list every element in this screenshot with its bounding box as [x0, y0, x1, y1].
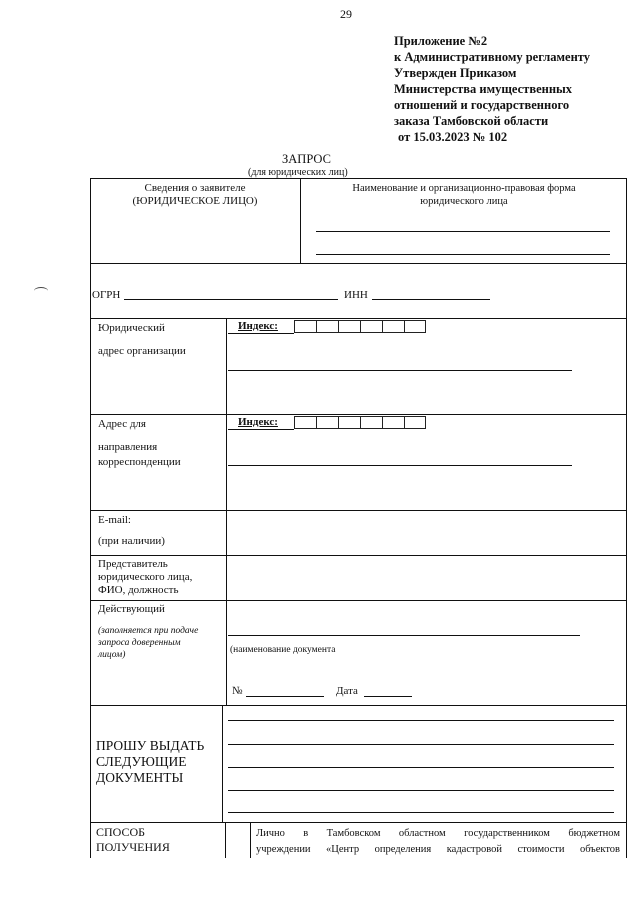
column-divider: [225, 822, 226, 858]
appendix-line: Утвержден Приказом: [394, 66, 517, 80]
appendix-header: [394, 33, 590, 145]
index-cell[interactable]: [404, 416, 426, 429]
index-cell[interactable]: [294, 416, 316, 429]
date-input-line[interactable]: [364, 696, 412, 697]
column-divider: [300, 178, 301, 263]
index-label: Индекс:: [238, 320, 278, 332]
mail-address-line: направления: [98, 441, 158, 453]
request-input-line[interactable]: [228, 812, 614, 813]
representative-line: Представитель: [98, 558, 168, 570]
row-divider: [90, 414, 627, 415]
ogrn-label: ОГРН: [92, 289, 121, 301]
column-divider: [226, 318, 227, 705]
index-cell[interactable]: [404, 320, 426, 333]
number-input-line[interactable]: [246, 696, 324, 697]
request-input-line[interactable]: [228, 767, 614, 768]
appendix-line: Приложение №2: [394, 34, 488, 48]
request-line: ДОКУМЕНТЫ: [96, 770, 184, 785]
acting-note-line: (заполняется при подаче: [98, 626, 199, 636]
acting-note-line: лицом): [98, 650, 126, 660]
request-input-line[interactable]: [228, 720, 614, 721]
table-border-right: [626, 178, 627, 858]
applicant-info-label: [92, 182, 298, 208]
index-cell[interactable]: [294, 320, 316, 333]
mail-address-line: корреспонденции: [98, 456, 181, 468]
legal-address-line: адрес организации: [98, 345, 186, 357]
acting-doc-input-line[interactable]: [228, 635, 580, 636]
applicant-info-line: (ЮРИДИЧЕСКОЕ ЛИЦО): [132, 195, 258, 207]
column-divider: [250, 822, 251, 858]
ogrn-input-line[interactable]: [124, 299, 338, 300]
index-cell[interactable]: [382, 416, 404, 429]
mail-address-input-line[interactable]: [228, 465, 572, 466]
row-divider: [90, 822, 627, 823]
acting-label: Действующий: [98, 603, 165, 615]
applicant-info-line: Сведения о заявителе: [144, 182, 246, 194]
method-option-text: учреждении «Центр определения кадастровой стоимости объектов: [256, 844, 620, 855]
row-divider: [90, 263, 627, 264]
appendix-line: Министерства имущественных: [394, 82, 573, 96]
legal-address-input-line[interactable]: [228, 370, 572, 371]
row-divider: [90, 318, 627, 319]
representative-line: юридического лица,: [98, 571, 193, 583]
row-divider: [90, 178, 627, 179]
form-subtitle: (для юридических лиц): [248, 167, 348, 178]
row-divider: [90, 555, 627, 556]
row-divider: [90, 510, 627, 511]
representative-line: ФИО, должность: [98, 584, 179, 596]
index-cell[interactable]: [338, 416, 360, 429]
scan-mark: [34, 287, 48, 295]
page-number: 29: [340, 7, 352, 21]
email-label: E-mail:: [98, 514, 131, 526]
number-label: №: [232, 685, 243, 697]
index-cell[interactable]: [382, 320, 404, 333]
request-line: СЛЕДУЮЩИЕ: [96, 754, 187, 769]
request-line: ПРОШУ ВЫДАТЬ: [96, 738, 205, 753]
index-underline: [228, 429, 294, 430]
org-name-input-line[interactable]: [316, 231, 610, 232]
org-name-line: юридического лица: [420, 196, 508, 207]
index-underline: [228, 333, 294, 334]
org-name-label: [304, 182, 624, 208]
row-divider: [90, 600, 627, 601]
index-label: Индекс:: [238, 416, 278, 428]
org-name-line: Наименование и организационно-правовая форма: [352, 183, 576, 194]
request-input-line[interactable]: [228, 744, 614, 745]
index-cell[interactable]: [360, 320, 382, 333]
index-cell[interactable]: [360, 416, 382, 429]
appendix-line: отношений и государственного: [394, 98, 570, 112]
method-line: СПОСОБ: [96, 825, 146, 839]
acting-note-line: запроса доверенным: [98, 638, 181, 648]
method-option-text: Лично в Тамбовском областном государственником бюджетном: [256, 828, 620, 839]
inn-label: ИНН: [344, 289, 368, 301]
email-note: (при наличии): [98, 535, 165, 547]
appendix-line: к Административному регламенту: [394, 50, 591, 64]
appendix-line: от 15.03.2023 № 102: [398, 130, 508, 144]
index-cell[interactable]: [316, 416, 338, 429]
org-name-input-line[interactable]: [316, 254, 610, 255]
date-label: Дата: [336, 685, 358, 697]
index-cell[interactable]: [316, 320, 338, 333]
appendix-line: заказа Тамбовской области: [394, 114, 549, 128]
mail-address-line: Адрес для: [98, 418, 146, 430]
doc-name-note: (наименование документа: [230, 645, 336, 655]
row-divider: [90, 705, 627, 706]
index-cell[interactable]: [338, 320, 360, 333]
table-border-left: [90, 178, 91, 858]
legal-address-line: Юридический: [98, 322, 165, 334]
method-line: ПОЛУЧЕНИЯ: [96, 840, 170, 854]
inn-input-line[interactable]: [372, 299, 490, 300]
form-title: ЗАПРОС: [282, 152, 331, 166]
column-divider: [222, 705, 223, 822]
request-input-line[interactable]: [228, 790, 614, 791]
